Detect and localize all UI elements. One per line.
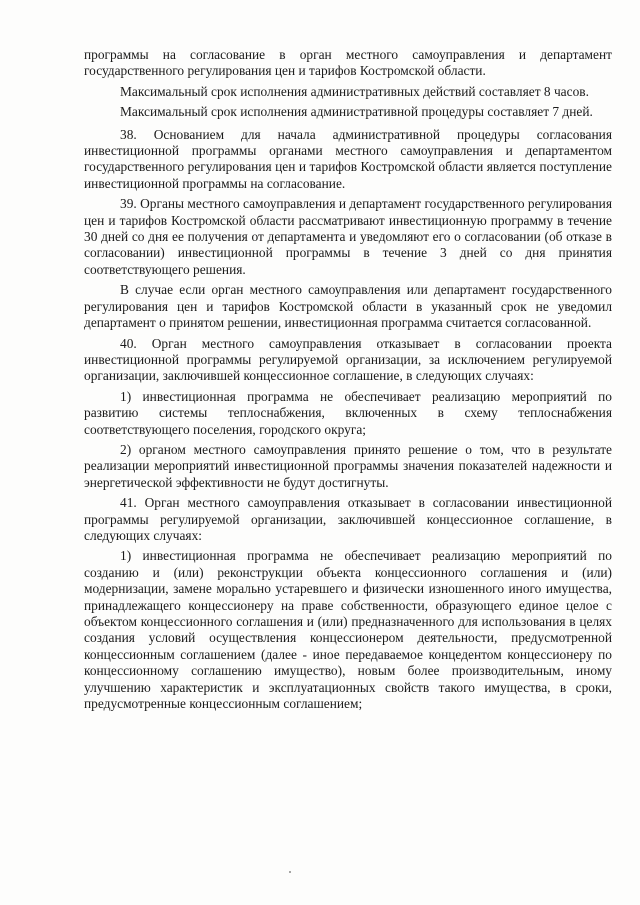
paragraph-39: 39. Органы местного самоуправления и департамент государственного регулирования цен и тарифов Костромской области рассматривают инвестиционную программу в течение 30 дней со дня ее получения от департамента и уведомляют его о согласовании (об отказе в согласовании) инвестиционной программы в течение 3 дней со дня принятия соответствующего решения.: [84, 196, 612, 277]
paragraph-max-time-actions: Максимальный срок исполнения административных действий составляет 8 часов.: [120, 83, 589, 99]
paragraph-continuation: программы на согласование в орган местного самоуправления и департамент государственного регулирования цен и тарифов Костромской области.: [84, 47, 612, 79]
paragraph-max-time-procedure: Максимальный срок исполнения административной процедуры составляет 7 дней.: [120, 104, 593, 120]
paragraph-40: 40. Орган местного самоуправления отказывает в согласовании проекта инвестиционной программы регулируемой организации, за исключением регулируемой организации, заключившей концессионное соглашение, в следующих случаях:: [84, 335, 612, 384]
scan-speck: [289, 871, 291, 873]
paragraph-40-item-2: 2) органом местного самоуправления принято решение о том, что в результате реализации мероприятий инвестиционной программы значения показателей надежности и энергетической эффективности не будут достигнуты.: [84, 441, 612, 490]
paragraph-41: 41. Орган местного самоуправления отказывает в согласовании инвестиционной программы регулируемой организации, заключившей концессионное соглашение, в следующих случаях:: [84, 495, 612, 543]
paragraph-39-case: В случае если орган местного самоуправления или департамент государственного регулирования цен и тарифов Костромской области в указанный срок не уведомил департамент о принятом решении, инвестиционная программа считается согласованной.: [84, 282, 612, 331]
paragraph-40-item-1: 1) инвестиционная программа не обеспечивает реализацию мероприятий по развитию системы теплоснабжения, включенных в схему теплоснабжения соответствующего поселения, городского округа;: [84, 388, 612, 437]
paragraph-38: 38. Основанием для начала административной процедуры согласования инвестиционной программы органами местного самоуправления и департаментом государственного регулирования цен и тарифов Костромской области является поступление инвестиционной программы на согласование.: [84, 126, 612, 191]
paragraph-41-item-1: 1) инвестиционная программа не обеспечивает реализацию мероприятий по созданию и (или) реконструкции объекта концессионного соглашения и (или) модернизации, замене морально устаревшего и физически изношенного иного имущества, принадлежащего концессионеру на праве собственности, образующего единое целое с объектом концессионного соглашения и (или) предназначенного для использования в целях создания условий осуществления концессионером деятельности, предусмотренной концессионным соглашением (далее - иное передаваемое концедентом концессионеру по концессионному соглашению имущество), новым более производительным, иному улучшению характеристик и эксплуатационных свойств такого имущества, в сроки, предусмотренные концессионным соглашением;: [84, 548, 612, 712]
